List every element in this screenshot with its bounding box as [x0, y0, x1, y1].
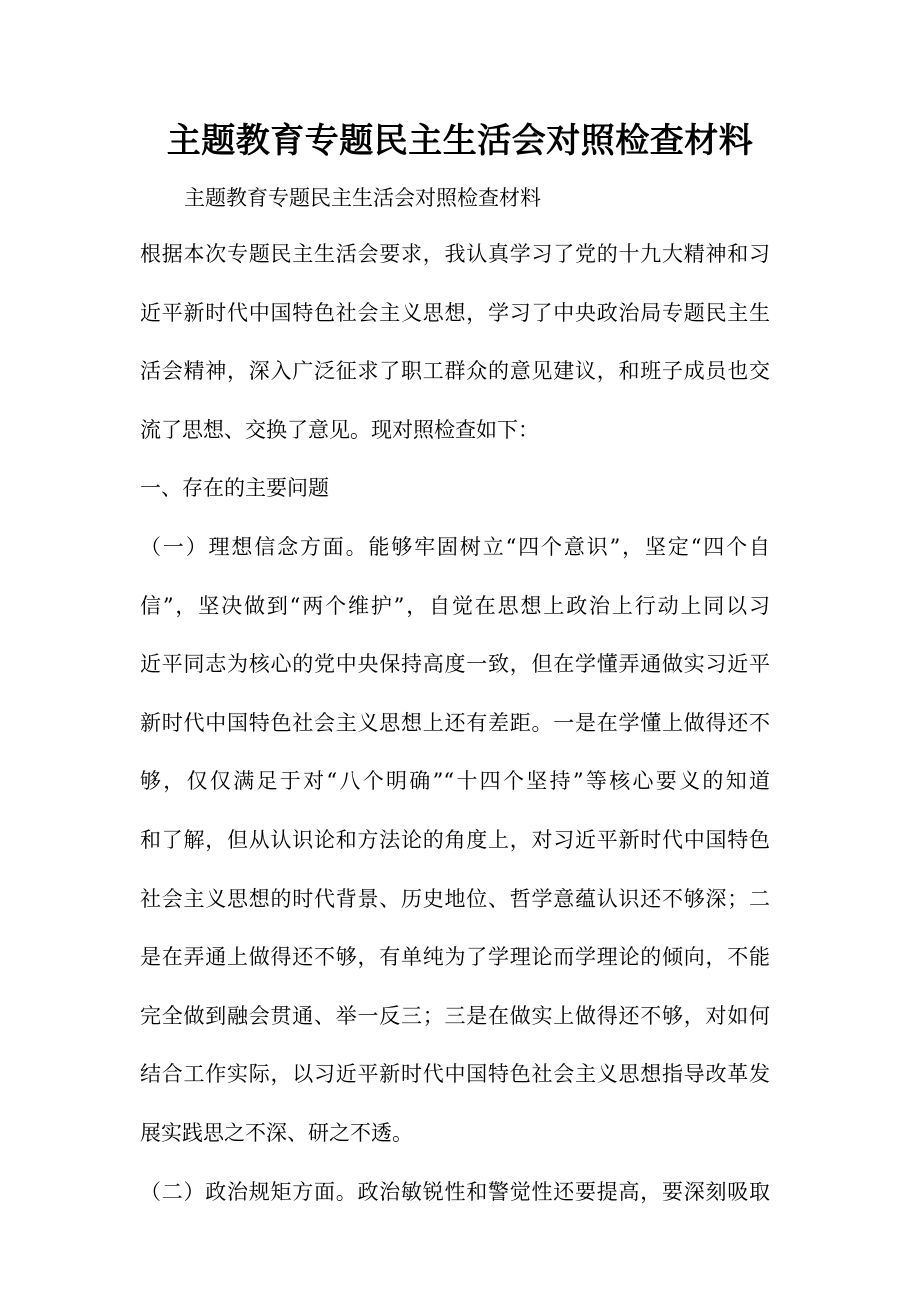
section-heading: 一、存在的主要问题: [140, 476, 329, 501]
document-body: [140, 232, 770, 1228]
paragraph-line: 展实践思之不深、研之不透。: [140, 1120, 413, 1145]
paragraph-line: （一）理想信念方面。能够牢固树立“四个意识”，坚定“四个自: [140, 534, 770, 559]
paragraph-line: 根据本次专题民主生活会要求，我认真学习了党的十九大精神和习: [140, 242, 770, 266]
paragraph-line: 结合工作实际，以习近平新时代中国特色社会主义思想指导改革发: [140, 1062, 770, 1087]
paragraph-line: 和了解，但从认识论和方法论的角度上，对习近平新时代中国特色: [140, 827, 770, 852]
paragraph-line: 信”，坚决做到“两个维护”，自觉在思想上政治上行动上同以习: [140, 593, 770, 618]
paragraph-line: 是在弄通上做得还不够，有单纯为了学理论而学理论的倾向，不能: [140, 945, 770, 970]
paragraph-line: 够，仅仅满足于对“八个明确”“十四个坚持”等核心要义的知道: [140, 769, 770, 794]
paragraph-line: 完全做到融会贯通、举一反三；三是在做实上做得还不够，对如何: [140, 1003, 770, 1028]
paragraph-line: （二）政治规矩方面。政治敏锐性和警觉性还要提高，要深刻吸取: [140, 1179, 770, 1204]
paragraph-line: 活会精神，深入广泛征求了职工群众的意见建议，和班子成员也交: [140, 359, 770, 384]
paragraph-line: 近平同志为核心的党中央保持高度一致，但在学懂弄通做实习近平: [140, 652, 770, 677]
paragraph-line: 新时代中国特色社会主义思想上还有差距。一是在学懂上做得还不: [140, 710, 770, 735]
paragraph-line: 社会主义思想的时代背景、历史地位、哲学意蕴认识还不够深；二: [140, 886, 770, 911]
paragraph-line: 近平新时代中国特色社会主义思想，学习了中央政治局专题民主生: [140, 300, 770, 325]
paragraph-line: 流了思想、交换了意见。现对照检查如下：: [140, 417, 539, 442]
document-subtitle: 主题教育专题民主生活会对照检查材料: [184, 186, 541, 210]
document-title: 主题教育专题民主生活会对照检查材料: [166, 121, 754, 161]
